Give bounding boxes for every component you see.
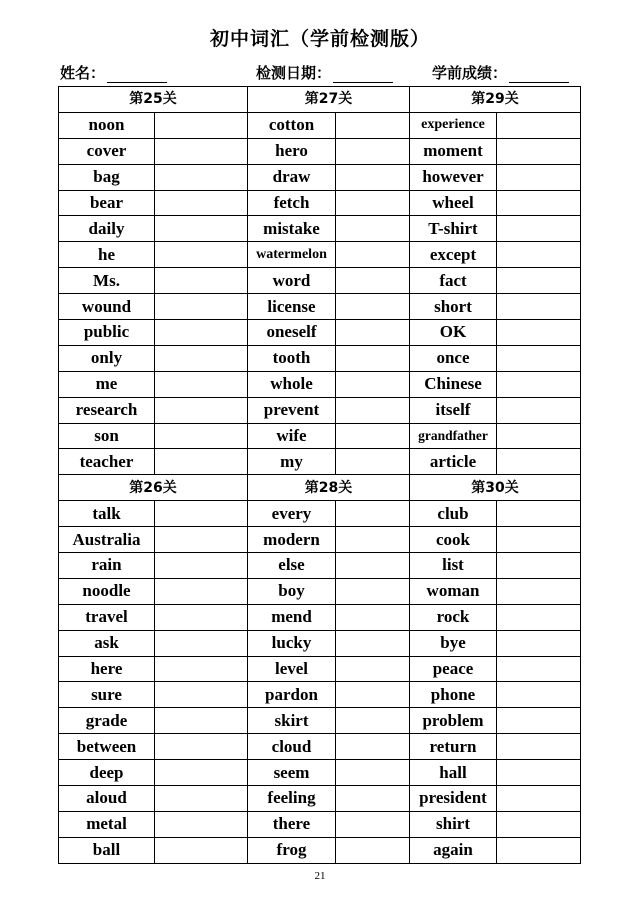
- answer-blank-cell[interactable]: [336, 320, 410, 346]
- vocab-word: OK: [410, 320, 497, 346]
- word-row: [59, 578, 581, 604]
- vocab-word: public: [59, 320, 155, 346]
- date-label: 检测日期：: [256, 64, 332, 82]
- answer-blank-cell[interactable]: [497, 811, 581, 837]
- score-field[interactable]: [432, 62, 569, 83]
- vocab-word: draw: [248, 164, 336, 190]
- answer-blank-cell[interactable]: [497, 449, 581, 475]
- word-row: [59, 320, 581, 346]
- name-label: 姓名：: [60, 64, 106, 82]
- vocab-word: son: [59, 423, 155, 449]
- level-heading: 第25关: [59, 87, 248, 113]
- answer-blank-cell[interactable]: [497, 345, 581, 371]
- answer-blank-cell[interactable]: [155, 604, 248, 630]
- vocab-word: my: [248, 449, 336, 475]
- vocab-word: bag: [59, 164, 155, 190]
- word-row: [59, 216, 581, 242]
- answer-blank-cell[interactable]: [336, 449, 410, 475]
- vocab-word: shirt: [410, 811, 497, 837]
- answer-blank-cell[interactable]: [336, 604, 410, 630]
- answer-blank-cell[interactable]: [336, 527, 410, 553]
- answer-blank-cell[interactable]: [497, 786, 581, 812]
- answer-blank-cell[interactable]: [155, 320, 248, 346]
- answer-blank-cell[interactable]: [336, 294, 410, 320]
- word-row: [59, 527, 581, 553]
- word-row: [59, 682, 581, 708]
- answer-blank-cell[interactable]: [155, 268, 248, 294]
- answer-blank-cell[interactable]: [497, 242, 581, 268]
- vocab-word: fetch: [248, 190, 336, 216]
- answer-blank-cell[interactable]: [497, 760, 581, 786]
- word-row: [59, 345, 581, 371]
- answer-blank-cell[interactable]: [497, 682, 581, 708]
- name-field[interactable]: [60, 62, 167, 83]
- vocab-word: aloud: [59, 786, 155, 812]
- word-row: [59, 734, 581, 760]
- vocab-word: bear: [59, 190, 155, 216]
- answer-blank-cell[interactable]: [155, 786, 248, 812]
- word-row: [59, 604, 581, 630]
- vocab-word: else: [248, 553, 336, 579]
- vocab-word: modern: [248, 527, 336, 553]
- level-heading: 第29关: [410, 87, 581, 113]
- vocab-word: club: [410, 501, 497, 527]
- vocab-word: phone: [410, 682, 497, 708]
- answer-blank-cell[interactable]: [497, 216, 581, 242]
- answer-blank-cell[interactable]: [155, 423, 248, 449]
- vocab-word: metal: [59, 811, 155, 837]
- vocab-word: fact: [410, 268, 497, 294]
- vocab-word: talk: [59, 501, 155, 527]
- vocab-word: level: [248, 656, 336, 682]
- answer-blank-cell[interactable]: [336, 811, 410, 837]
- answer-blank-cell[interactable]: [336, 397, 410, 423]
- level-heading: 第27关: [248, 87, 410, 113]
- answer-blank-cell[interactable]: [155, 708, 248, 734]
- answer-blank-cell[interactable]: [497, 578, 581, 604]
- vocab-word: experience: [410, 112, 497, 138]
- vocab-word: skirt: [248, 708, 336, 734]
- answer-blank-cell[interactable]: [336, 786, 410, 812]
- vocab-word: list: [410, 553, 497, 579]
- vocab-word: however: [410, 164, 497, 190]
- vocab-word: every: [248, 501, 336, 527]
- answer-blank-cell[interactable]: [155, 164, 248, 190]
- answer-blank-cell[interactable]: [497, 112, 581, 138]
- answer-blank-cell[interactable]: [336, 190, 410, 216]
- answer-blank-cell[interactable]: [497, 190, 581, 216]
- answer-blank-cell[interactable]: [155, 371, 248, 397]
- vocab-word: lucky: [248, 630, 336, 656]
- vocab-word: he: [59, 242, 155, 268]
- vocab-word: problem: [410, 708, 497, 734]
- answer-blank-cell[interactable]: [497, 501, 581, 527]
- vocab-word: mend: [248, 604, 336, 630]
- answer-blank-cell[interactable]: [155, 682, 248, 708]
- word-row: [59, 294, 581, 320]
- level-heading: 第26关: [59, 475, 248, 501]
- score-blank-line[interactable]: [509, 66, 569, 83]
- word-row: [59, 630, 581, 656]
- vocab-word: cover: [59, 138, 155, 164]
- answer-blank-cell[interactable]: [336, 112, 410, 138]
- word-row: [59, 164, 581, 190]
- vocab-word: research: [59, 397, 155, 423]
- answer-blank-cell[interactable]: [497, 630, 581, 656]
- answer-blank-cell[interactable]: [155, 216, 248, 242]
- answer-blank-cell[interactable]: [336, 164, 410, 190]
- vocab-word: rock: [410, 604, 497, 630]
- vocab-word: pardon: [248, 682, 336, 708]
- vocab-word: whole: [248, 371, 336, 397]
- answer-blank-cell[interactable]: [497, 656, 581, 682]
- answer-blank-cell[interactable]: [497, 553, 581, 579]
- answer-blank-cell[interactable]: [155, 345, 248, 371]
- word-row: [59, 397, 581, 423]
- answer-blank-cell[interactable]: [336, 553, 410, 579]
- name-blank-line[interactable]: [107, 66, 167, 83]
- student-info-row: [60, 62, 582, 86]
- answer-blank-cell[interactable]: [155, 837, 248, 863]
- word-row: [59, 760, 581, 786]
- answer-blank-cell[interactable]: [497, 164, 581, 190]
- answer-blank-cell[interactable]: [336, 682, 410, 708]
- vocab-word: mistake: [248, 216, 336, 242]
- answer-blank-cell[interactable]: [155, 138, 248, 164]
- answer-blank-cell[interactable]: [336, 138, 410, 164]
- answer-blank-cell[interactable]: [497, 294, 581, 320]
- word-row: [59, 449, 581, 475]
- vocab-word: once: [410, 345, 497, 371]
- word-row: [59, 423, 581, 449]
- vocab-word: feeling: [248, 786, 336, 812]
- answer-blank-cell[interactable]: [155, 397, 248, 423]
- answer-blank-cell[interactable]: [155, 501, 248, 527]
- vocab-word: wife: [248, 423, 336, 449]
- answer-blank-cell[interactable]: [336, 760, 410, 786]
- vocab-word: prevent: [248, 397, 336, 423]
- answer-blank-cell[interactable]: [155, 190, 248, 216]
- vocab-word: ask: [59, 630, 155, 656]
- answer-blank-cell[interactable]: [336, 423, 410, 449]
- vocab-word: president: [410, 786, 497, 812]
- word-row: [59, 656, 581, 682]
- vocabulary-table: [58, 86, 581, 864]
- vocab-word: itself: [410, 397, 497, 423]
- vocab-word: cook: [410, 527, 497, 553]
- vocab-word: watermelon: [248, 242, 336, 268]
- answer-blank-cell[interactable]: [155, 553, 248, 579]
- vocab-word: only: [59, 345, 155, 371]
- answer-blank-cell[interactable]: [155, 242, 248, 268]
- vocab-word: license: [248, 294, 336, 320]
- vocab-word: here: [59, 656, 155, 682]
- vocab-word: Chinese: [410, 371, 497, 397]
- answer-blank-cell[interactable]: [155, 449, 248, 475]
- answer-blank-cell[interactable]: [336, 345, 410, 371]
- vocab-word: daily: [59, 216, 155, 242]
- page-number: 21: [314, 870, 326, 882]
- answer-blank-cell[interactable]: [497, 734, 581, 760]
- page-title: 初中词汇（学前检测版）: [209, 28, 430, 50]
- vocab-word: deep: [59, 760, 155, 786]
- vocab-word: Australia: [59, 527, 155, 553]
- level-heading: 第28关: [248, 475, 410, 501]
- vocab-word: wheel: [410, 190, 497, 216]
- level-header-row: [59, 87, 581, 113]
- answer-blank-cell[interactable]: [155, 811, 248, 837]
- answer-blank-cell[interactable]: [497, 527, 581, 553]
- answer-blank-cell[interactable]: [336, 268, 410, 294]
- vocab-word: hero: [248, 138, 336, 164]
- answer-blank-cell[interactable]: [155, 760, 248, 786]
- vocab-word: oneself: [248, 320, 336, 346]
- vocab-word: between: [59, 734, 155, 760]
- vocab-word: T-shirt: [410, 216, 497, 242]
- answer-blank-cell[interactable]: [497, 423, 581, 449]
- date-blank-line[interactable]: [333, 66, 393, 83]
- answer-blank-cell[interactable]: [336, 578, 410, 604]
- answer-blank-cell[interactable]: [155, 527, 248, 553]
- vocab-word: me: [59, 371, 155, 397]
- vocab-word: word: [248, 268, 336, 294]
- vocab-word: cotton: [248, 112, 336, 138]
- answer-blank-cell[interactable]: [497, 268, 581, 294]
- vocab-word: noon: [59, 112, 155, 138]
- answer-blank-cell[interactable]: [155, 630, 248, 656]
- vocab-word: there: [248, 811, 336, 837]
- vocab-word: boy: [248, 578, 336, 604]
- word-row: [59, 138, 581, 164]
- answer-blank-cell[interactable]: [497, 138, 581, 164]
- score-label: 学前成绩：: [432, 64, 508, 82]
- vocab-word: teacher: [59, 449, 155, 475]
- vocab-word: Ms.: [59, 268, 155, 294]
- answer-blank-cell[interactable]: [497, 604, 581, 630]
- vocab-word: travel: [59, 604, 155, 630]
- vocab-word: tooth: [248, 345, 336, 371]
- word-row: [59, 112, 581, 138]
- word-row: [59, 837, 581, 863]
- vocab-word: ball: [59, 837, 155, 863]
- vocab-word: rain: [59, 553, 155, 579]
- answer-blank-cell[interactable]: [497, 320, 581, 346]
- answer-blank-cell[interactable]: [336, 708, 410, 734]
- vocab-word: woman: [410, 578, 497, 604]
- answer-blank-cell[interactable]: [155, 578, 248, 604]
- answer-blank-cell[interactable]: [497, 397, 581, 423]
- word-row: [59, 190, 581, 216]
- vocab-word: seem: [248, 760, 336, 786]
- vocab-word: cloud: [248, 734, 336, 760]
- answer-blank-cell[interactable]: [336, 630, 410, 656]
- vocab-word: article: [410, 449, 497, 475]
- word-row: [59, 786, 581, 812]
- vocab-word: wound: [59, 294, 155, 320]
- vocab-word: frog: [248, 837, 336, 863]
- answer-blank-cell[interactable]: [336, 837, 410, 863]
- vocab-word: except: [410, 242, 497, 268]
- vocab-word: hall: [410, 760, 497, 786]
- vocab-word: noodle: [59, 578, 155, 604]
- answer-blank-cell[interactable]: [336, 216, 410, 242]
- vocab-word: peace: [410, 656, 497, 682]
- answer-blank-cell[interactable]: [497, 837, 581, 863]
- date-field[interactable]: [256, 62, 393, 83]
- answer-blank-cell[interactable]: [497, 708, 581, 734]
- answer-blank-cell[interactable]: [155, 112, 248, 138]
- word-row: [59, 371, 581, 397]
- word-row: [59, 242, 581, 268]
- vocab-word: sure: [59, 682, 155, 708]
- answer-blank-cell[interactable]: [336, 501, 410, 527]
- vocab-word: short: [410, 294, 497, 320]
- vocab-word: return: [410, 734, 497, 760]
- word-row: [59, 268, 581, 294]
- answer-blank-cell[interactable]: [336, 656, 410, 682]
- answer-blank-cell[interactable]: [155, 656, 248, 682]
- answer-blank-cell[interactable]: [336, 242, 410, 268]
- word-row: [59, 553, 581, 579]
- answer-blank-cell[interactable]: [155, 294, 248, 320]
- vocab-word: again: [410, 837, 497, 863]
- answer-blank-cell[interactable]: [336, 734, 410, 760]
- word-row: [59, 811, 581, 837]
- vocab-word: grandfather: [410, 423, 497, 449]
- vocab-word: grade: [59, 708, 155, 734]
- vocab-word: bye: [410, 630, 497, 656]
- answer-blank-cell[interactable]: [336, 371, 410, 397]
- level-header-row: [59, 475, 581, 501]
- answer-blank-cell[interactable]: [497, 371, 581, 397]
- vocab-word: moment: [410, 138, 497, 164]
- word-row: [59, 708, 581, 734]
- level-heading: 第30关: [410, 475, 581, 501]
- word-row: [59, 501, 581, 527]
- answer-blank-cell[interactable]: [155, 734, 248, 760]
